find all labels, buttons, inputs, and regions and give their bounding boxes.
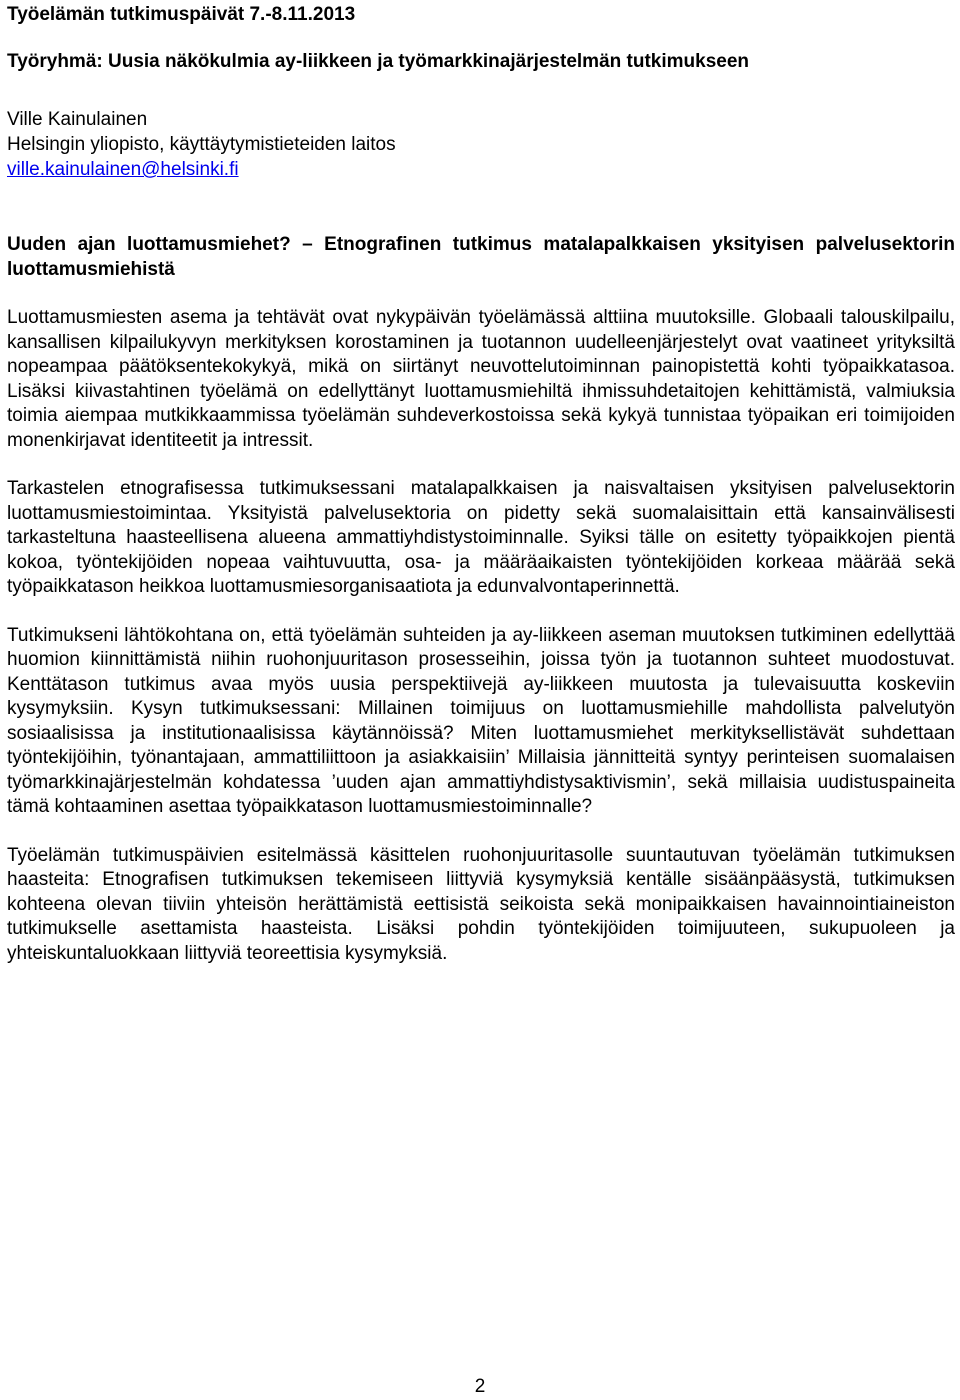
body-paragraph-4: Työelämän tutkimuspäivien esitelmässä käsittelen ruohonjuuritasolle suuntautuvan työelämän tutkimuksen haasteita: Etnografisen tutkimuksen tekemiseen liittyviä kysymyksiä kentälle sisäänpääsystä, tutkimuksen kohteena olevan tiiviin yhteisön herättämistä eettisistä seikoista sekä monipaikkaisen havainnointiaineiston tutkimukselle asettamista haasteista. Lisäksi pohdin työntekijöiden toimijuuteen, sukupuoleen ja yhteiskuntaluokkaan liittyviä teoreettisia kysymyksiä. (7, 844, 955, 964)
working-group-heading: Työryhmä: Uusia näkökulmia ay-liikkeen ja työmarkkinajärjestelmän tutkimukseen (7, 51, 750, 72)
author-affiliation: Helsingin yliopisto, käyttäytymistieteiden laitos (7, 134, 396, 155)
body-paragraph-2: Tarkastelen etnografisessa tutkimuksessani matalapalkkaisen ja naisvaltaisen yksityisen palvelusektorin luottamusmiestoimintaa. Yksityistä palvelusektoria on pidetty sekä suomalaisittain että kansainvälisesti tarkasteltuna haasteellisena alueena ammattiyhdistystoiminnalle. Syiksi tälle on esitetty työpaikkojen pientä kokoa, työntekijöiden nopeaa vaihtuvuutta, osa- ja määräaikaisten työntekijöiden korkeaa määrää sekä työpaikkatason heikkoa luottamusmiesorganisaatiota ja edunvalvontaperinnettä. (7, 478, 955, 597)
talk-title-subtitle: Etnografinen tutkimus matalapalkkaisen yksityisen palvelusektorin luottamusmiehistä (7, 234, 955, 280)
author-block (7, 107, 955, 182)
talk-title (7, 232, 955, 282)
document-page (7, 0, 955, 966)
talk-title-main: Uuden ajan luottamusmiehet? (7, 234, 291, 255)
author-email-link[interactable]: ville.kainulainen@helsinki.fi (7, 159, 239, 180)
author-name: Ville Kainulainen (7, 109, 148, 130)
body-paragraph-1: Luottamusmiesten asema ja tehtävät ovat nykypäivän työelämässä alttiina muutoksille. Globaali talouskilpailu, kansallisen kilpailukyvyn merkityksen korostaminen ja tuotannon uudelleenjärjestelyt ovat vaatineet yrityksiltä nopeampaa päätöksentekokykyä, mikä on siirtänyt neuvottelutoiminnan painopistettä kohti työpaikkatasoa. Lisäksi kiivastahtinen työelämä on edellyttänyt luottamusmiehiltä ihmissuhdetaitojen kehittämistä, valmiuksia toimia aiempaa mutkikkaammissa työelämän suhdeverkostoissa sekä kykyä tunnistaa työpaikan eri toimijoiden monenkirjavat identiteetit ja intressit. (7, 307, 955, 451)
page-number: 2 (474, 1376, 486, 1397)
body-paragraph-3: Tutkimukseni lähtökohtana on, että työelämän suhteiden ja ay-liikkeen aseman muutoksen tutkiminen edellyttää huomion kiinnittämistä niihin ruohonjuuritason prosesseihin, joissa työn ja tuotannon suhteet muodostuvat. Kenttätason tutkimus avaa myös uusia perspektiivejä ay-liikkeen muutosta ja tulevaisuutta koskeviin kysymyksiin. Kysyn tutkimuksessani: Millainen toimijuus on luottamusmiehille mahdollista palvelutyön sosiaalisissa ja institutionaalisissa käytännöissä? Miten luottamusmiehet merkityksellistävät suhdettaan työntekijöihin, työnantajaan, ammattiliittoon ja asiakkaisiin’ Millaisia jännitteitä syntyy perinteisen suomalaisen työmarkkinajärjestelmän kohdatessa ’uuden ajan ammattiyhdistysaktivismin’, sekä millaisia uudistuspaineita tämä kohtaaminen asettaa työpaikkatason luottamusmiestoiminnalle? (7, 624, 955, 817)
event-heading: Työelämän tutkimuspäivät 7.-8.11.2013 (7, 4, 356, 25)
talk-title-separator: – (290, 234, 325, 255)
